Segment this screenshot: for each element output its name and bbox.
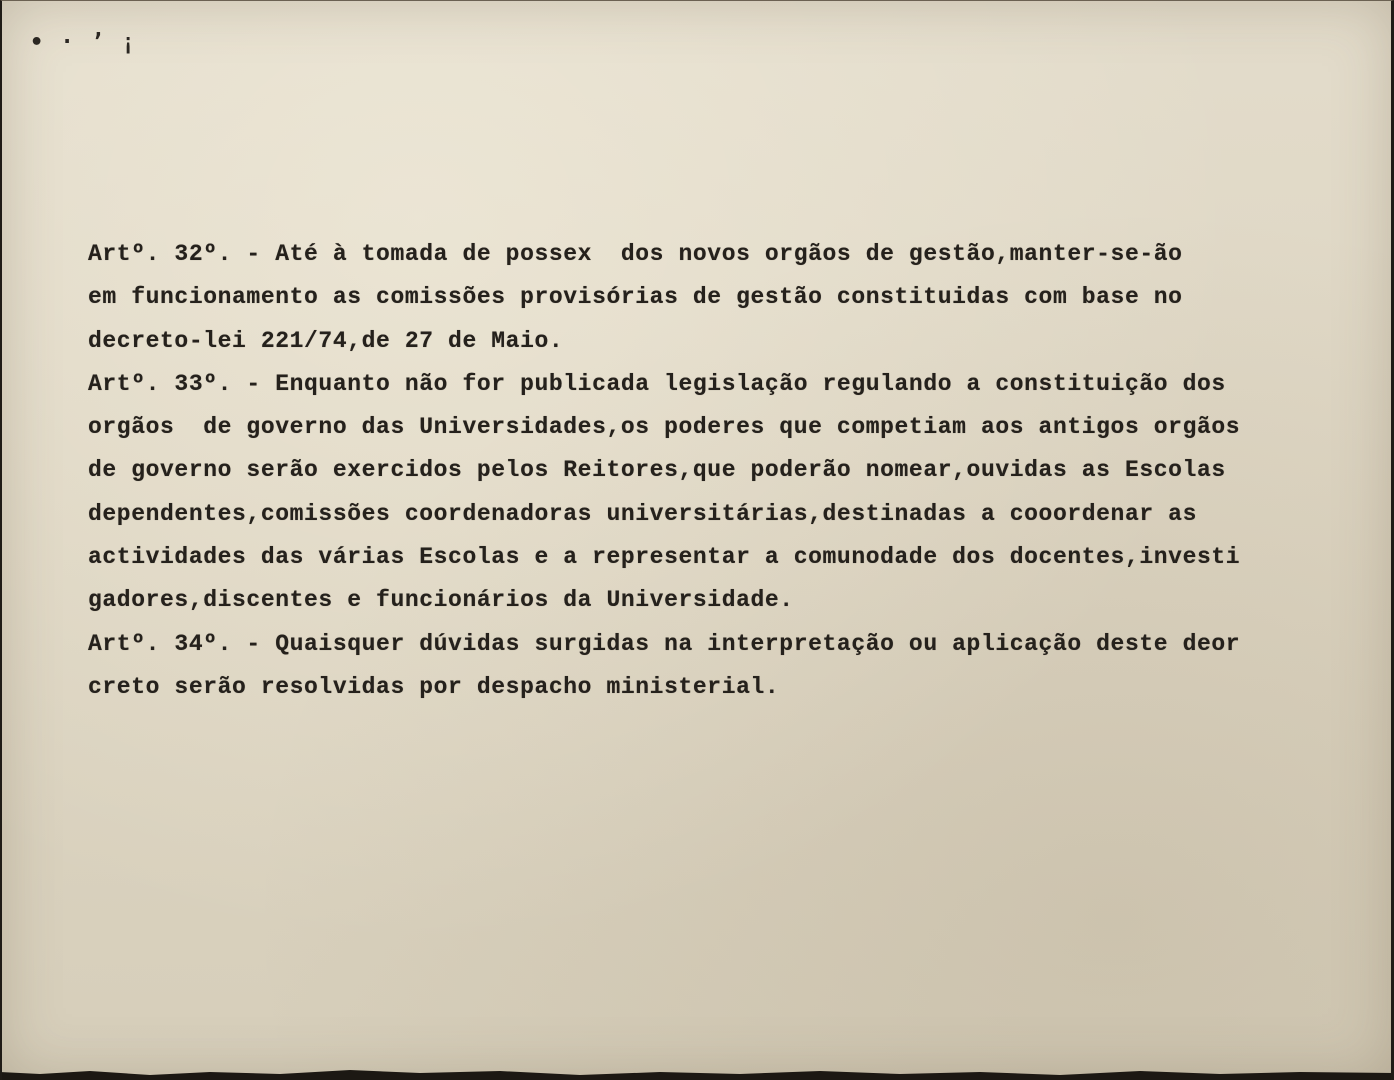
article-33-line-3: de governo serão exercidos pelos Reitores,que poderão nomear,ouvidas as Escolas (88, 457, 1226, 484)
article-32-line-1: Artº. 32º. - Até à tomada de possex dos novos orgãos de gestão,manter-se-ão (88, 241, 1183, 267)
article-34-line-2: creto serão resolvidas por despacho ministerial. (88, 673, 780, 700)
article-32-line-3: decreto-lei 221/74,de 27 de Maio. (88, 327, 564, 354)
article-33-line-1: Artº. 33º. - Enquanto não for publicada legislação regulando a constituição dos (88, 370, 1226, 397)
article-34-line-1: Artº. 34º. - Quaisquer dúvidas surgidas na interpretação ou aplicação deste deor (88, 630, 1241, 657)
article-33 (88, 363, 1328, 623)
corner-ink-mark: • · ’ ¡ (30, 30, 137, 55)
article-33-line-6: gadores,discentes e funcionários da Universidade. (88, 587, 794, 614)
article-32 (88, 233, 1328, 363)
article-33-line-4: dependentes,comissões coordenadoras universitárias,destinadas a cooordenar as (88, 500, 1197, 527)
article-32-line-2: em funcionamento as comissões provisórias de gestão constituidas com base no (88, 284, 1183, 311)
article-33-line-5: actividades das várias Escolas e a representar a comunodade dos docentes,investi (88, 544, 1241, 571)
torn-paper-edge (0, 1066, 1394, 1080)
article-33-line-2: orgãos de governo das Universidades,os poderes que competiam aos antigos orgãos (88, 414, 1241, 441)
article-34 (88, 623, 1328, 710)
document-body (88, 233, 1328, 709)
